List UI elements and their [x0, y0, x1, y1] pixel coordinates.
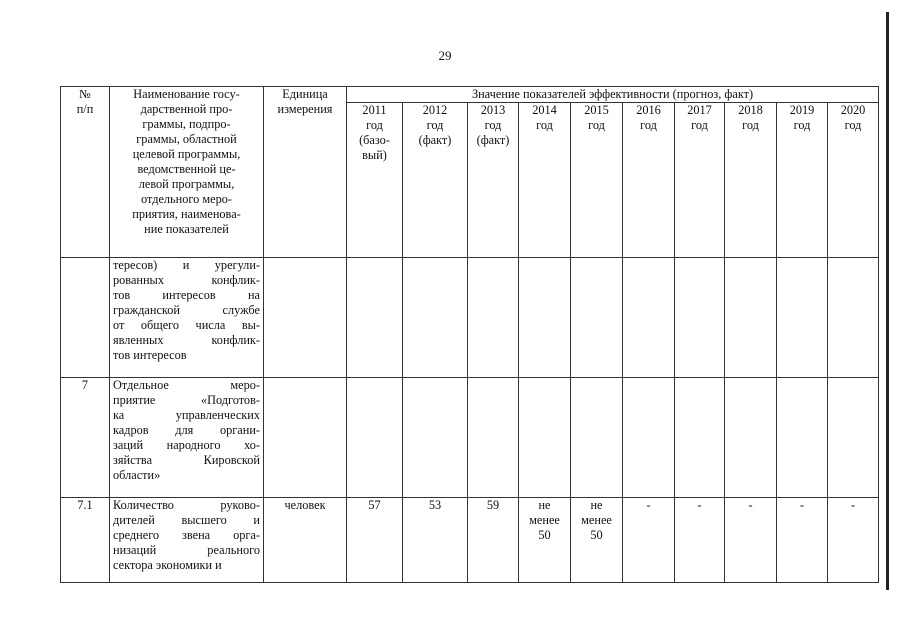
- row-name: [110, 498, 264, 583]
- header-year: 2013 год (факт): [468, 103, 519, 258]
- text-line: явленных конфлик-: [113, 333, 260, 347]
- row-num: [61, 258, 110, 378]
- text-line: граммы, подпро-: [142, 117, 231, 131]
- text-line: целевой программы,: [132, 147, 241, 161]
- row-value: -: [725, 498, 777, 583]
- text-line: приятия, наименова-: [132, 207, 241, 221]
- row-name: [110, 378, 264, 498]
- row-unit: [264, 258, 347, 378]
- header-year: 2011 год (базо- вый): [347, 103, 403, 258]
- row-value: [571, 378, 623, 498]
- text-line: заций народного хо-: [113, 438, 260, 452]
- row-value: -: [828, 498, 879, 583]
- row-value: [725, 258, 777, 378]
- text-line: от общего числа вы-: [113, 318, 260, 332]
- header-values-title: Значение показателей эффективности (прогноз, факт): [347, 87, 879, 103]
- header-year: 2019 год: [777, 103, 828, 258]
- row-value: [675, 378, 725, 498]
- table-row: [61, 498, 879, 583]
- row-value: [623, 258, 675, 378]
- row-value: [403, 378, 468, 498]
- row-value: не менее 50: [519, 498, 571, 583]
- text-line: рованных конфлик-: [113, 273, 260, 287]
- text-line: низаций реального: [113, 543, 260, 557]
- text-line: области»: [113, 468, 161, 482]
- header-year: 2015 год: [571, 103, 623, 258]
- row-value: [725, 378, 777, 498]
- text-line: сектора экономики и: [113, 558, 222, 572]
- row-value: 57: [347, 498, 403, 583]
- header-row: [61, 87, 879, 103]
- row-num: 7: [61, 378, 110, 498]
- header-year: 2020 год: [828, 103, 879, 258]
- header-name: [110, 87, 264, 258]
- row-name: [110, 258, 264, 378]
- text-line: тересов) и урегули-: [113, 258, 260, 272]
- text-line: отдельного меро-: [141, 192, 232, 206]
- text-line: Наименование госу-: [133, 87, 240, 101]
- text-line: ведомственной це-: [137, 162, 236, 176]
- text-line: граммы, областной: [136, 132, 237, 146]
- text-line: левой программы,: [138, 177, 235, 191]
- row-value: [828, 378, 879, 498]
- row-value: -: [777, 498, 828, 583]
- row-value: [571, 258, 623, 378]
- row-value: [519, 258, 571, 378]
- row-num: 7.1: [61, 498, 110, 583]
- row-value: [468, 378, 519, 498]
- text-line: среднего звена орга-: [113, 528, 260, 542]
- text-line: зяйства Кировской: [113, 453, 260, 467]
- row-value: не менее 50: [571, 498, 623, 583]
- table-row: [61, 258, 879, 378]
- row-value: -: [623, 498, 675, 583]
- text-line: приятие «Подготов-: [113, 393, 260, 407]
- table-row: [61, 378, 879, 498]
- text-line: ка управленческих: [113, 408, 260, 422]
- text-line: Отдельное меро-: [113, 378, 260, 392]
- text-line: тов интересов: [113, 348, 187, 362]
- header-year: 2014 год: [519, 103, 571, 258]
- page-number: 29: [438, 48, 452, 63]
- text-line: кадров для органи-: [113, 423, 260, 437]
- row-value: [828, 258, 879, 378]
- header-year: 2017 год: [675, 103, 725, 258]
- row-value: [468, 258, 519, 378]
- row-value: [347, 258, 403, 378]
- text-line: Количество руково-: [113, 498, 260, 512]
- header-year: 2016 год: [623, 103, 675, 258]
- page-edge-bar: [886, 12, 889, 590]
- row-value: [403, 258, 468, 378]
- row-value: [347, 378, 403, 498]
- row-value: -: [675, 498, 725, 583]
- row-value: [623, 378, 675, 498]
- text-line: тов интересов на: [113, 288, 260, 302]
- row-unit: [264, 378, 347, 498]
- row-value: [777, 258, 828, 378]
- row-value: [675, 258, 725, 378]
- text-line: дарственной про-: [140, 102, 233, 116]
- row-value: 59: [468, 498, 519, 583]
- row-value: 53: [403, 498, 468, 583]
- header-year: 2012 год (факт): [403, 103, 468, 258]
- row-value: [777, 378, 828, 498]
- header-unit: Единица измерения: [264, 87, 347, 258]
- header-year: 2018 год: [725, 103, 777, 258]
- text-line: ние показателей: [144, 222, 229, 236]
- row-value: [519, 378, 571, 498]
- row-unit: человек: [264, 498, 347, 583]
- header-num: № п/п: [61, 87, 110, 258]
- performance-indicators-table: [60, 86, 879, 583]
- text-line: дителей высшего и: [113, 513, 260, 527]
- text-line: гражданской службе: [113, 303, 260, 317]
